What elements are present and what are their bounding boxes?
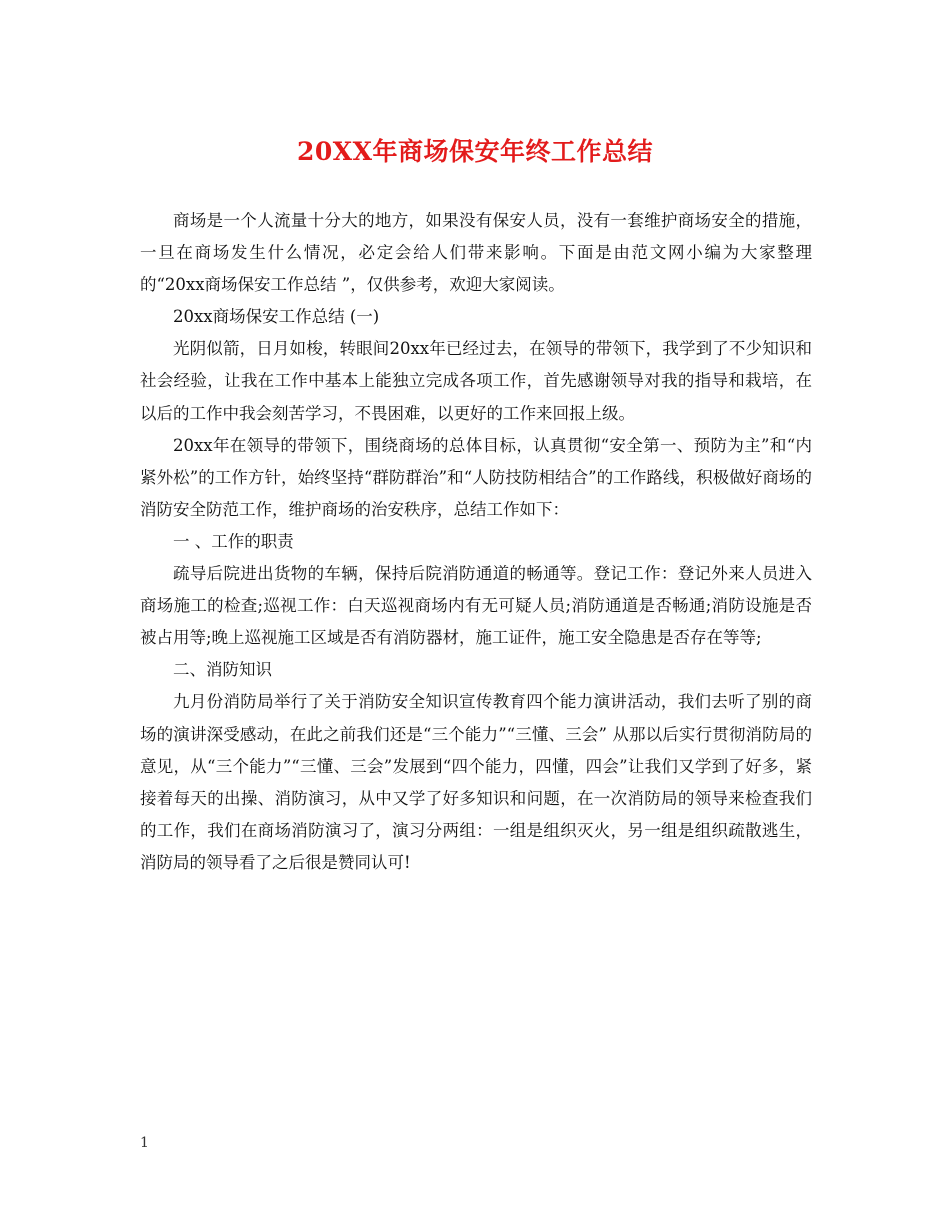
body-paragraph-fire-knowledge: 九月份消防局举行了关于消防安全知识宣传教育四个能力演讲活动，我们去听了别的商场的演讲深受感动，在此之前我们还是“三个能力”“三懂、三会” 从那以后实行贯彻消防局的意见，从“三个能力”“三懂、三会”发展到“四个能力，四懂，四会”让我们又学到了好多，紧接着每天的出操、消防演习，从中又学了好多知识和问题，在一次消防局的领导来检查我们的工作，我们在商场消防演习了，演习分两组：一组是组织灭火，另一组是组织疏散逃生，消防局的领导看了之后很是赞同认可! [140,692,812,872]
body-paragraph-2: 20xx年在领导的带领下，围绕商场的总体目标，认真贯彻“安全第一、预防为主”和“内紧外松”的工作方针，始终坚持“群防群治”和“人防技防相结合”的工作路线，积极做好商场的消防安全防范工作，维护商场的治安秩序，总结工作如下： [140,435,812,519]
subheading-duties: 一 、工作的职责 [173,531,294,551]
subheading-fire-knowledge: 二、消防知识 [173,660,272,680]
section-title-one: 20xx商场保安工作总结 (一) [173,307,380,327]
document-title: 20XX年商场保安年终工作总结 [296,137,654,166]
intro-paragraph: 商场是一个人流量十分大的地方，如果没有保安人员，没有一套维护商场安全的措施，一旦在商场发生什么情况，必定会给人们带来影响。下面是由范文网小编为大家整理的“20xx商场保安工作总结 ”，仅供参考，欢迎大家阅读。 [140,211,812,295]
page-number: 1 [140,1135,149,1151]
body-paragraph-1: 光阴似箭，日月如梭，转眼间20xx年已经过去，在领导的带领下，我学到了不少知识和社会经验，让我在工作中基本上能独立完成各项工作，首先感谢领导对我的指导和栽培，在以后的工作中我会刻苦学习，不畏困难，以更好的工作来回报上级。 [140,339,812,423]
document-body [140,205,812,879]
body-paragraph-duties: 疏导后院进出货物的车辆，保持后院消防通道的畅通等。登记工作：登记外来人员进入商场施工的检查;巡视工作：白天巡视商场内有无可疑人员;消防通道是否畅通;消防设施是否被占用等;晚上巡视施工区域是否有消防器材，施工证件，施工安全隐患是否存在等等; [140,564,812,648]
